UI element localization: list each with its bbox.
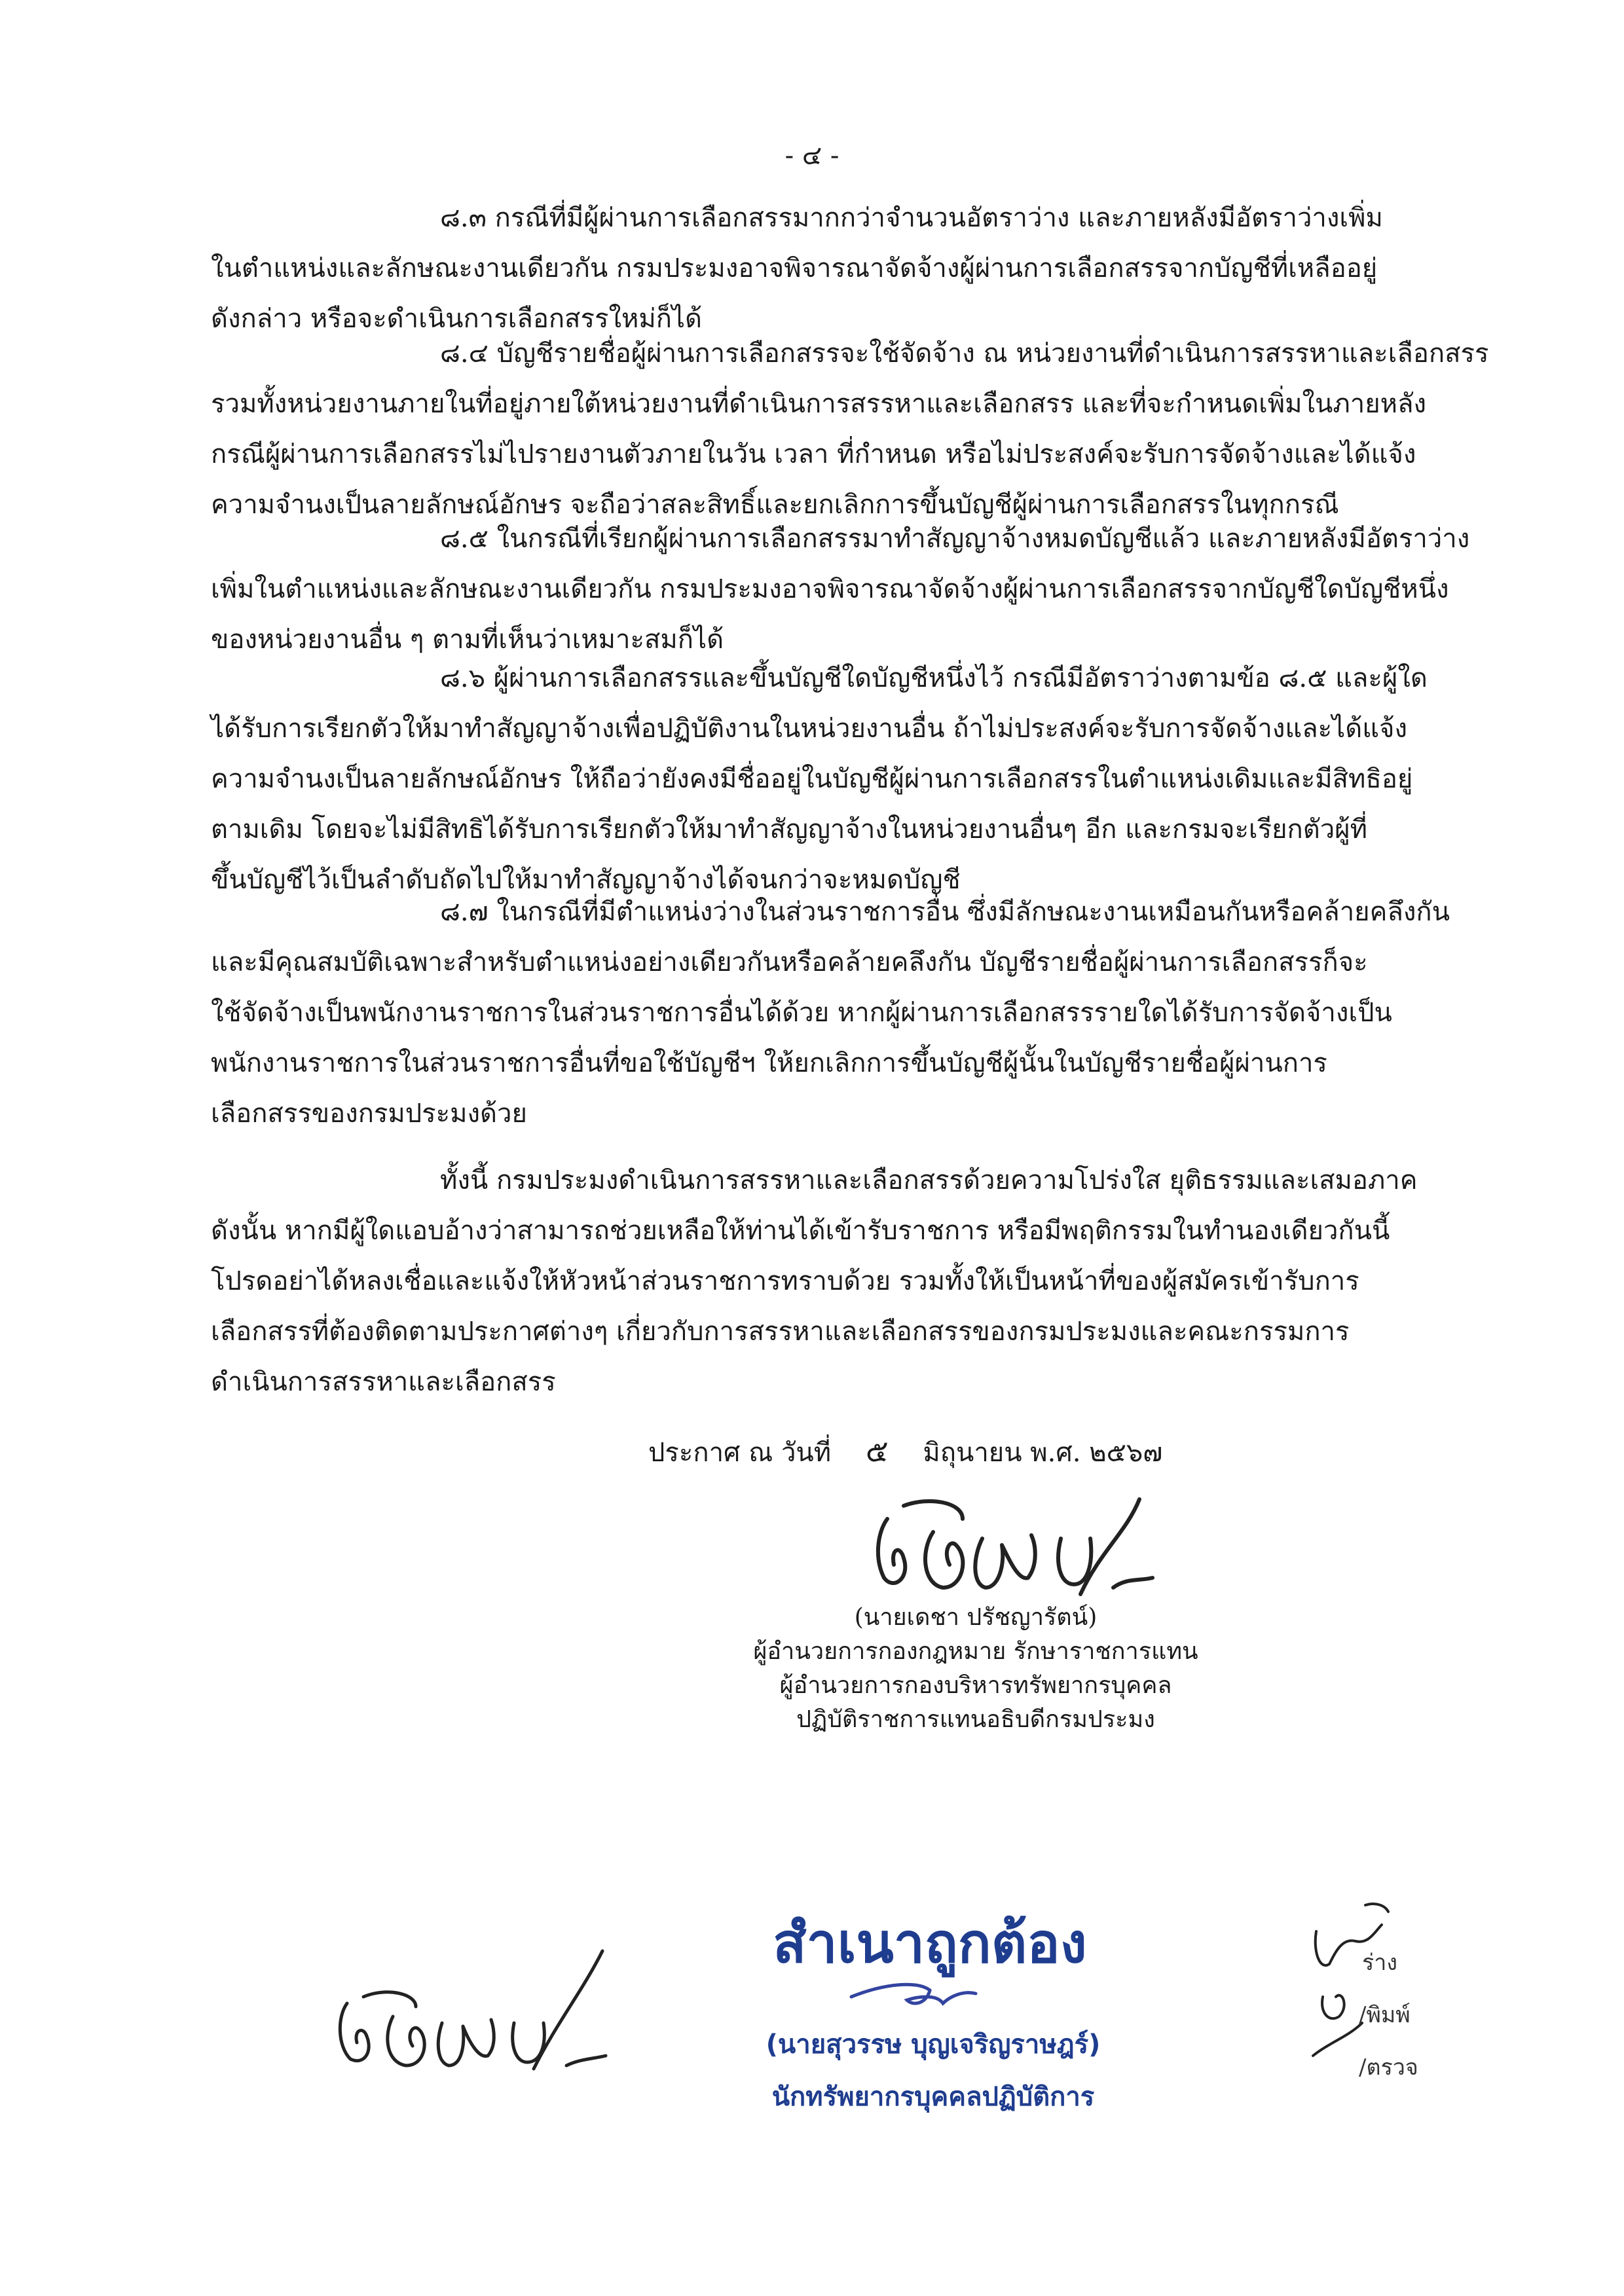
text-line: พนักงานราชการในส่วนราชการอื่นที่ขอใช้บัญชีฯ ให้ยกเลิกการขึ้นบัญชีผู้นั้นในบัญชีรายชื่อผู้ผ่านการ [211, 1048, 1327, 1078]
closing-statement [211, 1156, 1452, 1408]
signatory-title-3: ปฏิบัติราชการแทนอธิบดีกรมประมง [796, 1706, 1155, 1733]
announcement-month-year: มิถุนายน พ.ศ. ๒๕๖๗ [923, 1438, 1163, 1468]
text-line: ความจำนงเป็นลายลักษณ์อักษร จะถือว่าสละสิทธิ์และยกเลิกการขึ้นบัญชีผู้ผ่านการเลือกสรรในทุกกรณี [211, 490, 1339, 520]
text-line: เลือกสรรของกรมประมงด้วย [211, 1099, 527, 1129]
text-line: และมีคุณสมบัติเฉพาะสำหรับตำแหน่งอย่างเดียวกันหรือคล้ายคลึงกัน บัญชีรายชื่อผู้ผ่านการเลือกสรรก็จะ [211, 947, 1368, 977]
text-line: ใช้จัดจ้างเป็นพนักงานราชการในส่วนราชการอื่นได้ด้วย หากผู้ผ่านการเลือกสรรรายใดได้รับการจัดจ้างเป็น [211, 998, 1392, 1028]
marginal-draft-note: ร่าง [1362, 1950, 1397, 1976]
text-line: ในตำแหน่งและลักษณะงานเดียวกัน กรมประมงอาจพิจารณาจัดจ้างผู้ผ่านการเลือกสรรจากบัญชีที่เหลืออยู่ [211, 253, 1378, 283]
text-line: ๘.๕ ในกรณีที่เรียกผู้ผ่านการเลือกสรรมาทำสัญญาจ้างหมดบัญชีแล้ว และภายหลังมีอัตราว่าง [440, 524, 1470, 554]
left-signature [327, 1931, 629, 2075]
text-line: ความจำนงเป็นลายลักษณ์อักษร ให้ถือว่ายังคงมีชื่ออยู่ในบัญชีผู้ผ่านการเลือกสรรในตำแหน่งเดิมและมีสิทธิอยู่ [211, 764, 1413, 794]
text-line: ตามเดิม โดยจะไม่มีสิทธิได้รับการเรียกตัวให้มาทำสัญญาจ้างในหน่วยงานอื่นๆ อีก และกรมจะเรียกตัวผู้ที่ [211, 814, 1367, 845]
director-signature [864, 1480, 1205, 1604]
clause-8-4 [211, 329, 1489, 530]
text-line: ๘.๔ บัญชีรายชื่อผู้ผ่านการเลือกสรรจะใช้จัดจ้าง ณ หน่วยงานที่ดำเนินการสรรหาและเลือกสรร [440, 338, 1489, 369]
text-line: เลือกสรรที่ต้องติดตามประกาศต่างๆ เกี่ยวกับการสรรหาและเลือกสรรของกรมประมงและคณะกรรมการ [211, 1317, 1350, 1347]
text-line: ดังกล่าว หรือจะดำเนินการเลือกสรรใหม่ก็ได้ [211, 304, 703, 334]
text-line: ๘.๗ ในกรณีที่มีตำแหน่งว่างในส่วนราชการอื่น ซึ่งมีลักษณะงานเหมือนกันหรือคล้ายคลึงกัน [440, 897, 1450, 927]
text-line: ของหน่วยงานอื่น ๆ ตามที่เห็นว่าเหมาะสมก็ได้ [211, 625, 724, 655]
certified-copy-stamp: สำเนาถูกต้อง [773, 1911, 1087, 1975]
clause-8-5 [211, 514, 1470, 665]
signatory-block [720, 1601, 1231, 1737]
announcement-date [648, 1427, 1162, 1475]
marginal-checked-note: /ตรวจ [1359, 2054, 1418, 2081]
marginal-typed-note: /พิมพ์ [1359, 2002, 1411, 2028]
text-line: ทั้งนี้ กรมประมงดำเนินการสรรหาและเลือกสรรด้วยความโปร่งใส ยุติธรรมและเสมอภาค [440, 1165, 1418, 1195]
signatory-title-1: ผู้อำนวยการกองกฎหมาย รักษาราชการแทน [753, 1638, 1198, 1665]
text-line: รวมทั้งหน่วยงานภายในที่อยู่ภายใต้หน่วยงานที่ดำเนินการสรรหาและเลือกสรร และที่จะกำหนดเพิ่มในภายหลัง [211, 389, 1427, 419]
page-number: - ๔ - [784, 141, 840, 171]
text-line: ดำเนินการสรรหาและเลือกสรร [211, 1367, 556, 1397]
clause-8-7 [211, 887, 1452, 1139]
text-line: ได้รับการเรียกตัวให้มาทำสัญญาจ้างเพื่อปฏิบัติงานในหน่วยงานอื่น ถ้าไม่ประสงค์จะรับการจัดจ้างและได้แจ้ง [211, 714, 1407, 744]
text-line: กรณีผู้ผ่านการเลือกสรรไม่ไปรายงานตัวภายในวัน เวลา ที่กำหนด หรือไม่ประสงค์จะรับการจัดจ้างและได้แจ้ง [211, 439, 1416, 469]
announcement-prefix: ประกาศ ณ วันที่ [648, 1438, 832, 1468]
text-line: ๘.๓ กรณีที่มีผู้ผ่านการเลือกสรรมากกว่าจำนวนอัตราว่าง และภายหลังมีอัตราว่างเพิ่ม [440, 203, 1383, 233]
text-line: ๘.๖ ผู้ผ่านการเลือกสรรและขึ้นบัญชีใดบัญชีหนึ่งไว้ กรณีมีอัตราว่างตามข้อ ๘.๕ และผู้ใด [440, 663, 1428, 693]
signatory-name: (นายเดชา ปรัชญารัตน์) [854, 1604, 1098, 1631]
initials-signature [1303, 1892, 1401, 2069]
clause-8-3 [211, 193, 1452, 344]
signatory-title-2: ผู้อำนวยการกองบริหารทรัพยากรบุคคล [779, 1672, 1172, 1699]
certifier-name: (นายสุวรรษ บุญเจริญราษฎร์) [766, 2030, 1101, 2060]
text-line: ดังนั้น หากมีผู้ใดแอบอ้างว่าสามารถช่วยเหลือให้ท่านได้เข้ารับราชการ หรือมีพฤติกรรมในทำนองเดียวกันนี้ [211, 1216, 1390, 1246]
text-line: โปรดอย่าได้หลงเชื่อและแจ้งให้หัวหน้าส่วนราชการทราบด้วย รวมทั้งให้เป็นหน้าที่ของผู้สมัครเข้ารับการ [211, 1266, 1359, 1296]
announcement-day: ๕ [865, 1433, 889, 1468]
text-line: ขึ้นบัญชีไว้เป็นลำดับถัดไปให้มาทำสัญญาจ้างได้จนกว่าจะหมดบัญชี [211, 865, 961, 895]
clause-8-6 [211, 653, 1452, 905]
certifier-position: นักทรัพยากรบุคคลปฏิบัติการ [771, 2082, 1095, 2112]
text-line: เพิ่มในตำแหน่งและลักษณะงานเดียวกัน กรมประมงอาจพิจารณาจัดจ้างผู้ผ่านการเลือกสรรจากบัญชีใดบัญชีหนึ่ง [211, 574, 1449, 604]
certifier-signature [838, 1971, 1008, 2016]
